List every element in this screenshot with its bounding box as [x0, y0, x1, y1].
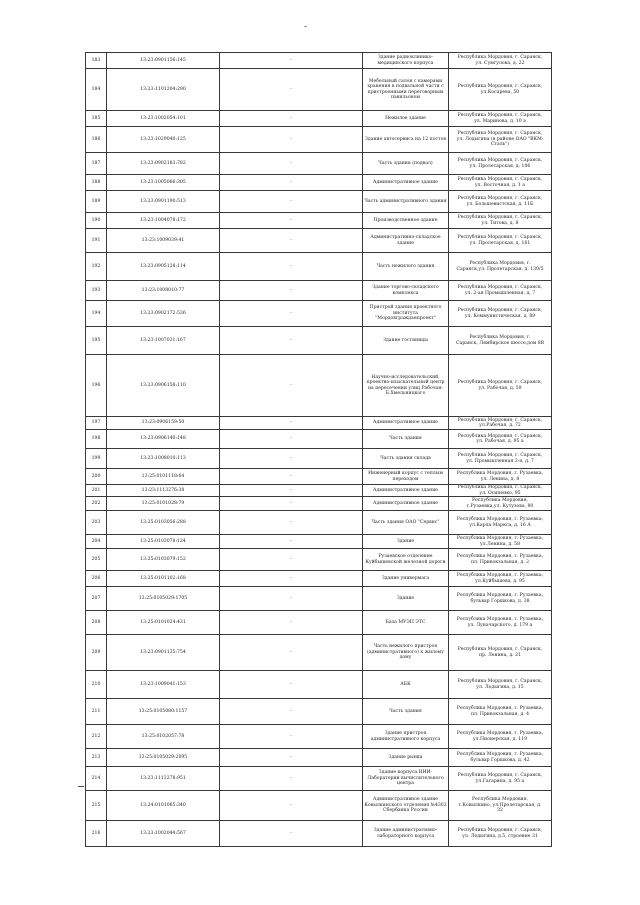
cell-blank: - — [220, 725, 363, 749]
cell-name: Часть нежилого здания — [363, 253, 449, 281]
cell-cad: 13:25:0105029:1705 — [107, 587, 220, 611]
cell-name: Часть административного здания — [363, 191, 449, 213]
cell-name: Часть здания (подвал) — [363, 153, 449, 175]
table-body — [86, 53, 552, 847]
table-row — [86, 549, 552, 571]
cell-name: Административное здание — [363, 485, 449, 497]
cell-num: 191 — [86, 229, 107, 253]
table-row — [86, 153, 552, 175]
cell-name: Часть здания — [363, 430, 449, 449]
table-row — [86, 749, 552, 767]
cell-cad: 13:23:1029040:125 — [107, 127, 220, 153]
cell-name: Здание автосервиса на 12 постов — [363, 127, 449, 153]
cell-addr: Республика Мордовия, г. Рузаевка, ул.Карла Маркса, д. 16 А — [449, 511, 552, 535]
cell-num: 184 — [86, 69, 107, 111]
cell-cad: 13:25:0101118:64 — [107, 469, 220, 485]
cell-num: 186 — [86, 127, 107, 153]
cell-num: 194 — [86, 301, 107, 327]
cell-addr: Республика Мордовия, г. Саранск, ул. Лодыгина, д.5, строение 31 — [449, 821, 552, 847]
cell-num: 197 — [86, 417, 107, 430]
cell-name: Часть здания ОАО "Сервис" — [363, 511, 449, 535]
cell-cad: 13:23:1002054:101 — [107, 111, 220, 127]
cell-num: 205 — [86, 549, 107, 571]
cell-addr: Республика Мордовия, г. Саранск, ул. Пролетарская, д. 106 — [449, 153, 552, 175]
cell-cad: 13:23:1004078:172 — [107, 213, 220, 229]
cell-blank: - — [220, 469, 363, 485]
cell-name: Нежилое здание — [363, 111, 449, 127]
cell-cad: 13:23:0906159:50 — [107, 417, 220, 430]
cell-cad: 13:23:1113276:38 — [107, 485, 220, 497]
cell-num: 204 — [86, 535, 107, 549]
cell-addr: Республика Мордовия, г. Саранск, ул. Промышленная 2-я, д. 7 — [449, 449, 552, 469]
table-row — [86, 213, 552, 229]
cell-addr: Республика Мордовия, г. Саранск, ул. Рабочая, д. 95 а — [449, 430, 552, 449]
cell-addr: Республика Мордовия, г.Ковылкино, ул.Пролетарская, д. 32 — [449, 791, 552, 821]
cell-blank: - — [220, 449, 363, 469]
cell-num: 209 — [86, 635, 107, 671]
cell-cad: 13:23:0906140:148 — [107, 430, 220, 449]
cell-name: Здание рынка — [363, 749, 449, 767]
cell-blank: - — [220, 355, 363, 417]
cell-addr: Республика Мордовия, г. Саранск, ул. Рабочая, д. 59 — [449, 355, 552, 417]
cell-name: Здание корпуса НИИ-Лаборатории вычислительного центра — [363, 767, 449, 791]
cell-name: Часть здания — [363, 699, 449, 725]
cell-num: 200 — [86, 469, 107, 485]
cell-blank: - — [220, 253, 363, 281]
cell-addr: Республика Мордовия, г. Саранск, ул. Лодыгина, д. 15 — [449, 671, 552, 699]
cell-addr: Республика Мордовия, г. Саранск, Лямбирское шоссе,дом 8В — [449, 327, 552, 355]
cell-num: 206 — [86, 571, 107, 587]
table-row — [86, 417, 552, 430]
cell-addr: Республика Мордовия, г. Рузаевка, пл. Привокзальная, д. 4 — [449, 699, 552, 725]
cell-blank: - — [220, 213, 363, 229]
cell-addr: Республика Мордовия, г. Рузаевка, ул. Ленина, д. 8 — [449, 469, 552, 485]
cell-blank: - — [220, 549, 363, 571]
cell-addr: Республика Мордовия, г. Саранск, ул. Осипенко, 95 — [449, 485, 552, 497]
cell-blank: - — [220, 511, 363, 535]
cell-num: 198 — [86, 430, 107, 449]
cell-blank: - — [220, 749, 363, 767]
cell-num: 193 — [86, 281, 107, 301]
cell-addr: Республика Мордовия, г. Саранск, ул.Рабочая, д. 72 — [449, 417, 552, 430]
cell-blank: - — [220, 699, 363, 725]
table-row — [86, 111, 552, 127]
cell-num: 210 — [86, 671, 107, 699]
cell-blank: - — [220, 587, 363, 611]
cell-name: Инженерный корпус с теплым переходом — [363, 469, 449, 485]
table-row — [86, 635, 552, 671]
table-row — [86, 253, 552, 281]
cell-addr: Республика Мордовия, г. Саранск, ул.Косарева, 50 — [449, 69, 552, 111]
cell-addr: Республика Мордовия, г. Саранск, ул. Пролетарская, д. 161 — [449, 229, 552, 253]
cell-num: 214 — [86, 767, 107, 791]
table-row — [86, 767, 552, 791]
cell-name: Здание универмага — [363, 571, 449, 587]
table-row — [86, 469, 552, 485]
cell-blank: - — [220, 767, 363, 791]
cell-cad: 13:25:0102057:78 — [107, 725, 220, 749]
cell-cad: 13:23:1008010:77 — [107, 281, 220, 301]
cell-name: Здание торгово-складского комплекса — [363, 281, 449, 301]
cell-cad: 13:23:1008010:113 — [107, 449, 220, 469]
cell-addr: Республика Мордовия, г. Саранск, ул. Сумгулова, д. 22 — [449, 53, 552, 69]
table-row — [86, 497, 552, 511]
cell-cad: 13:23:1009039:41 — [107, 229, 220, 253]
cell-cad: 13:23:1005066:305 — [107, 175, 220, 191]
cell-cad: 13:23:1002044:567 — [107, 821, 220, 847]
cell-cad: 13:23:1113278:951 — [107, 767, 220, 791]
cell-addr: Республика Мордовия, г. Саранск, ул. Большевистская, д. 11Б — [449, 191, 552, 213]
cell-name: Здание пристроя административного корпуса — [363, 725, 449, 749]
cell-name: Административное здание — [363, 417, 449, 430]
table-row — [86, 191, 552, 213]
cell-blank: - — [220, 281, 363, 301]
cell-num: 216 — [86, 821, 107, 847]
cell-addr: Республика Мордовия, г. Рузаевка, бульвар Горшкова, д. 42 — [449, 749, 552, 767]
cell-num: 213 — [86, 749, 107, 767]
cell-blank: - — [220, 497, 363, 511]
cell-num: 196 — [86, 355, 107, 417]
table-row — [86, 699, 552, 725]
cell-num: 195 — [86, 327, 107, 355]
cell-addr: Республика Мордовия, г. Рузаевка, бульвар Горшкова, д. 38 — [449, 587, 552, 611]
cell-name: Здание — [363, 587, 449, 611]
cell-num: 201 — [86, 485, 107, 497]
cell-name: Пристрой здания проектного института "Мордовгражданпроект" — [363, 301, 449, 327]
table-row — [86, 571, 552, 587]
table-row — [86, 430, 552, 449]
cell-name: Административное здание — [363, 175, 449, 191]
cell-addr: Республика Мордовия, г. Рузаевка, пл. Привокзальная, д. 2 — [449, 549, 552, 571]
cell-num: 185 — [86, 111, 107, 127]
cell-num: 190 — [86, 213, 107, 229]
cell-name: Часть нежилого пристроя (административного) к жилому дому — [363, 635, 449, 671]
cell-blank: - — [220, 791, 363, 821]
cell-blank: - — [220, 301, 363, 327]
table-row — [86, 53, 552, 69]
page-mark: - — [304, 22, 308, 32]
cell-blank: - — [220, 485, 363, 497]
cell-blank: - — [220, 611, 363, 635]
cell-addr: Республика Мордовия, г. Рузаевка, ул. Луначарского, д. 179 а — [449, 611, 552, 635]
table-row — [86, 281, 552, 301]
cell-blank: - — [220, 671, 363, 699]
cell-blank: - — [220, 111, 363, 127]
cell-num: 212 — [86, 725, 107, 749]
cell-name: Часть здания склада — [363, 449, 449, 469]
table-row — [86, 449, 552, 469]
cell-num: 187 — [86, 153, 107, 175]
table-row — [86, 327, 552, 355]
cell-cad: 13:23:0901135:754 — [107, 635, 220, 671]
table-row — [86, 587, 552, 611]
cell-num: 188 — [86, 175, 107, 191]
scan-edge-mark — [78, 786, 84, 787]
cell-blank: - — [220, 191, 363, 213]
cell-name: Здание гостиницы — [363, 327, 449, 355]
cell-name: База МУЭП ЭТС — [363, 611, 449, 635]
cell-cad: 13:25:0103078:124 — [107, 535, 220, 549]
cell-cad: 13:23:0901190:513 — [107, 191, 220, 213]
table-row — [86, 511, 552, 535]
cell-blank: - — [220, 430, 363, 449]
cell-blank: - — [220, 127, 363, 153]
cell-cad: 13:25:0105029:2095 — [107, 749, 220, 767]
table-row — [86, 671, 552, 699]
cell-num: 207 — [86, 587, 107, 611]
cell-blank: - — [220, 635, 363, 671]
cell-addr: Республика Мордовия, г. Саранск, ул. Восточная, д. 1 а — [449, 175, 552, 191]
cell-cad: 13:23:1009041:153 — [107, 671, 220, 699]
cell-cad: 13:23:0901156:145 — [107, 53, 220, 69]
cell-cad: 13:23:0906158:110 — [107, 355, 220, 417]
cell-addr: Республика Мордовия, г. Саранск, ул. Лодыгина (в районе ОАО "ВКМ-Сталь") — [449, 127, 552, 153]
cell-name: Здание радиоклинико- медицинского корпуса — [363, 53, 449, 69]
table-row — [86, 821, 552, 847]
cell-num: 183 — [86, 53, 107, 69]
cell-addr: Республика Мордовия, г. Саранск, пр. Ленина, д. 21 — [449, 635, 552, 671]
table-row — [86, 355, 552, 417]
table-row — [86, 127, 552, 153]
cell-cad: 13:25:0101028:79 — [107, 497, 220, 511]
cell-addr: Республика Мордовия, г. Рузаевка, ул.Ленина, д. 58 — [449, 535, 552, 549]
cell-num: 202 — [86, 497, 107, 511]
cell-addr: Республика Мордовия, г. Саранск, ул. 2-ая Промышленная, д. 7 — [449, 281, 552, 301]
cell-name: АБК — [363, 671, 449, 699]
cell-cad: 13:25:0105080:1157 — [107, 699, 220, 725]
table-row — [86, 175, 552, 191]
cell-name: Мебельный салон с камерами хранения в подвальной части с пристроенными переговорным павильоном — [363, 69, 449, 111]
cell-cad: 13:25:0101102:168 — [107, 571, 220, 587]
cell-name: Здание административно-лабораторного корпуса — [363, 821, 449, 847]
cell-addr: Республика Мордовия, г. Рузаевка, ул.Пионерская, д. 119 — [449, 725, 552, 749]
cell-num: 208 — [86, 611, 107, 635]
table-row — [86, 725, 552, 749]
cell-cad: 13:24:0101065:340 — [107, 791, 220, 821]
cell-cad: 13:25:0101024:431 — [107, 611, 220, 635]
table-row — [86, 791, 552, 821]
cell-name: Научно-исследовательский, проектно-изыскательный центр на пересечении улиц Рабочая-Б.Хмельницкого — [363, 355, 449, 417]
cell-blank: - — [220, 229, 363, 253]
cell-blank: - — [220, 69, 363, 111]
cell-blank: - — [220, 571, 363, 587]
cell-addr: Республика Мордовия, г.Рузаевка,ул. Кутузова, 80 — [449, 497, 552, 511]
cell-num: 192 — [86, 253, 107, 281]
cell-blank: - — [220, 175, 363, 191]
table-row — [86, 611, 552, 635]
cell-cad: 13:25:0103056:288 — [107, 511, 220, 535]
cell-addr: Республика Мордовия, г. Рузаевка, ул.Куйбышева, д. 95 — [449, 571, 552, 587]
cell-blank: - — [220, 153, 363, 175]
cell-cad: 13:23:1007031:167 — [107, 327, 220, 355]
table-row — [86, 69, 552, 111]
cell-num: 215 — [86, 791, 107, 821]
table-row — [86, 301, 552, 327]
cell-cad: 13:23:1101204:290 — [107, 69, 220, 111]
cell-cad: 13:23:0902172:536 — [107, 301, 220, 327]
cell-addr: Республика Мордовия, г. Саранск,ул. Пролетарская, д. 130/5 — [449, 253, 552, 281]
cell-name: Административное здание — [363, 497, 449, 511]
cell-blank: - — [220, 53, 363, 69]
cell-blank: - — [220, 417, 363, 430]
cell-addr: Республика Мордовия, г. Саранск, ул. Титова, д. 8 — [449, 213, 552, 229]
cell-num: 189 — [86, 191, 107, 213]
property-register-table — [85, 52, 552, 847]
table-row — [86, 535, 552, 549]
cell-name: Здание — [363, 535, 449, 549]
cell-num: 203 — [86, 511, 107, 535]
table-row — [86, 485, 552, 497]
cell-addr: Республика Мордовия, г. Саранск, ул. Коммунистическая, д. 89 — [449, 301, 552, 327]
cell-cad: 13:23:0902183:782 — [107, 153, 220, 175]
cell-name: Производственное здание — [363, 213, 449, 229]
cell-num: 211 — [86, 699, 107, 725]
cell-blank: - — [220, 327, 363, 355]
cell-num: 199 — [86, 449, 107, 469]
cell-addr: Республика Мордовия, г. Саранск, ул. Маринова, д. 10 а — [449, 111, 552, 127]
cell-cad: 13:23:0905128:114 — [107, 253, 220, 281]
table-row — [86, 229, 552, 253]
cell-blank: - — [220, 535, 363, 549]
cell-addr: Республика Мордовия, г. Саранск, ул.Гагарина, д. 95 а — [449, 767, 552, 791]
cell-cad: 13:25:0103079:152 — [107, 549, 220, 571]
cell-blank: - — [220, 821, 363, 847]
cell-name: Рузаевское отделение Куйбышевской железной дороги — [363, 549, 449, 571]
cell-name: Административное здание Ковылкинского отделения №4303 Сбербанка России — [363, 791, 449, 821]
cell-name: Административно-складское здание — [363, 229, 449, 253]
